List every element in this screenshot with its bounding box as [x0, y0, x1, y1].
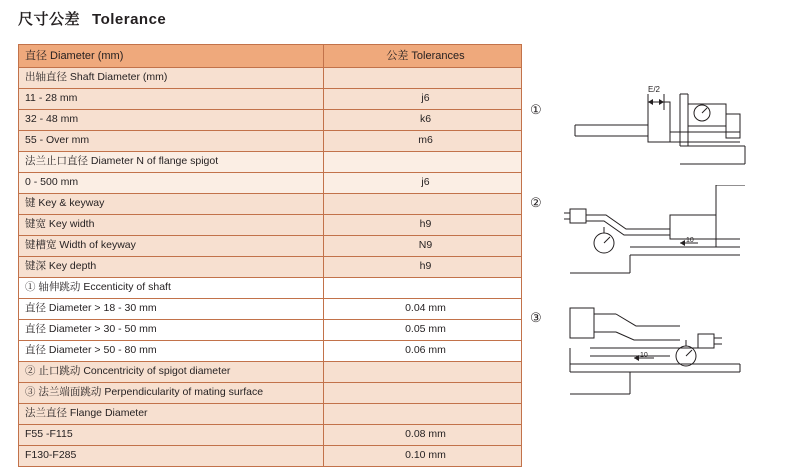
row-label: 键 Key & keyway — [19, 194, 324, 215]
row-value: h9 — [324, 257, 522, 278]
figure-2 — [530, 185, 780, 285]
row-value — [324, 278, 522, 299]
row-value — [324, 194, 522, 215]
row-label: 55 - Over mm — [19, 131, 324, 152]
row-label: 出轴直径 Shaft Diameter (mm) — [19, 68, 324, 89]
row-label: F55 -F115 — [19, 425, 324, 446]
row-value: 0.06 mm — [324, 341, 522, 362]
table-row — [19, 383, 522, 404]
table-row — [19, 89, 522, 110]
figure-1-number: ① — [530, 102, 542, 117]
row-label: 键槽宽 Width of keyway — [19, 236, 324, 257]
row-label: F130-F285 — [19, 446, 324, 467]
table-row — [19, 341, 522, 362]
table-row — [19, 131, 522, 152]
row-value — [324, 152, 522, 173]
table-row — [19, 320, 522, 341]
row-label: 0 - 500 mm — [19, 173, 324, 194]
row-label: 11 - 28 mm — [19, 89, 324, 110]
row-value: k6 — [324, 110, 522, 131]
row-value: N9 — [324, 236, 522, 257]
row-value — [324, 383, 522, 404]
figure-3 — [530, 300, 780, 410]
row-label: 键宽 Key width — [19, 215, 324, 236]
table-row — [19, 194, 522, 215]
figure-3-callout: 10 — [640, 352, 648, 359]
row-value — [324, 404, 522, 425]
figure-2-callout: 10 — [686, 237, 694, 244]
tolerance-table — [18, 44, 522, 467]
row-value — [324, 362, 522, 383]
column-header: 直径 Diameter (mm) — [19, 45, 324, 68]
figure-1-drawing — [530, 80, 780, 170]
row-value: 0.04 mm — [324, 299, 522, 320]
row-value: 0.05 mm — [324, 320, 522, 341]
row-label: 键深 Key depth — [19, 257, 324, 278]
table-row — [19, 362, 522, 383]
row-value: 0.08 mm — [324, 425, 522, 446]
table-row — [19, 299, 522, 320]
row-value: j6 — [324, 173, 522, 194]
figure-2-number: ② — [530, 195, 542, 210]
figure-1 — [530, 80, 780, 170]
row-label: ① 轴伸跳动 Eccenticity of shaft — [19, 278, 324, 299]
table-row — [19, 68, 522, 89]
column-header: 公差 Tolerances — [324, 45, 522, 68]
page-title-cn: 尺寸公差 — [18, 11, 81, 28]
page-title — [18, 8, 166, 29]
table-row — [19, 215, 522, 236]
figure-3-number: ③ — [530, 310, 542, 325]
diagram-panel — [530, 60, 780, 440]
table-row — [19, 236, 522, 257]
row-label: 32 - 48 mm — [19, 110, 324, 131]
table-row — [19, 425, 522, 446]
row-value — [324, 68, 522, 89]
table-row — [19, 257, 522, 278]
row-label: ② 止口跳动 Concentricity of spigot diameter — [19, 362, 324, 383]
tolerance-table-body — [19, 45, 522, 467]
row-label: 直径 Diameter > 18 - 30 mm — [19, 299, 324, 320]
table-row — [19, 404, 522, 425]
row-label: 直径 Diameter > 50 - 80 mm — [19, 341, 324, 362]
table-row — [19, 152, 522, 173]
table-row — [19, 278, 522, 299]
figure-1-callout: E/2 — [648, 85, 661, 94]
row-value: 0.10 mm — [324, 446, 522, 467]
row-label: 直径 Diameter > 30 - 50 mm — [19, 320, 324, 341]
row-value: m6 — [324, 131, 522, 152]
table-row — [19, 173, 522, 194]
row-label: 法兰直径 Flange Diameter — [19, 404, 324, 425]
row-value: j6 — [324, 89, 522, 110]
table-row — [19, 110, 522, 131]
table-header-row — [19, 45, 522, 68]
row-label: 法兰止口直径 Diameter N of flange spigot — [19, 152, 324, 173]
figure-2-drawing — [530, 185, 780, 285]
figure-3-drawing — [530, 300, 780, 410]
row-value: h9 — [324, 215, 522, 236]
table-row — [19, 446, 522, 467]
page-title-en: Tolerance — [92, 11, 167, 28]
row-label: ③ 法兰端面跳动 Perpendicularity of mating surface — [19, 383, 324, 404]
